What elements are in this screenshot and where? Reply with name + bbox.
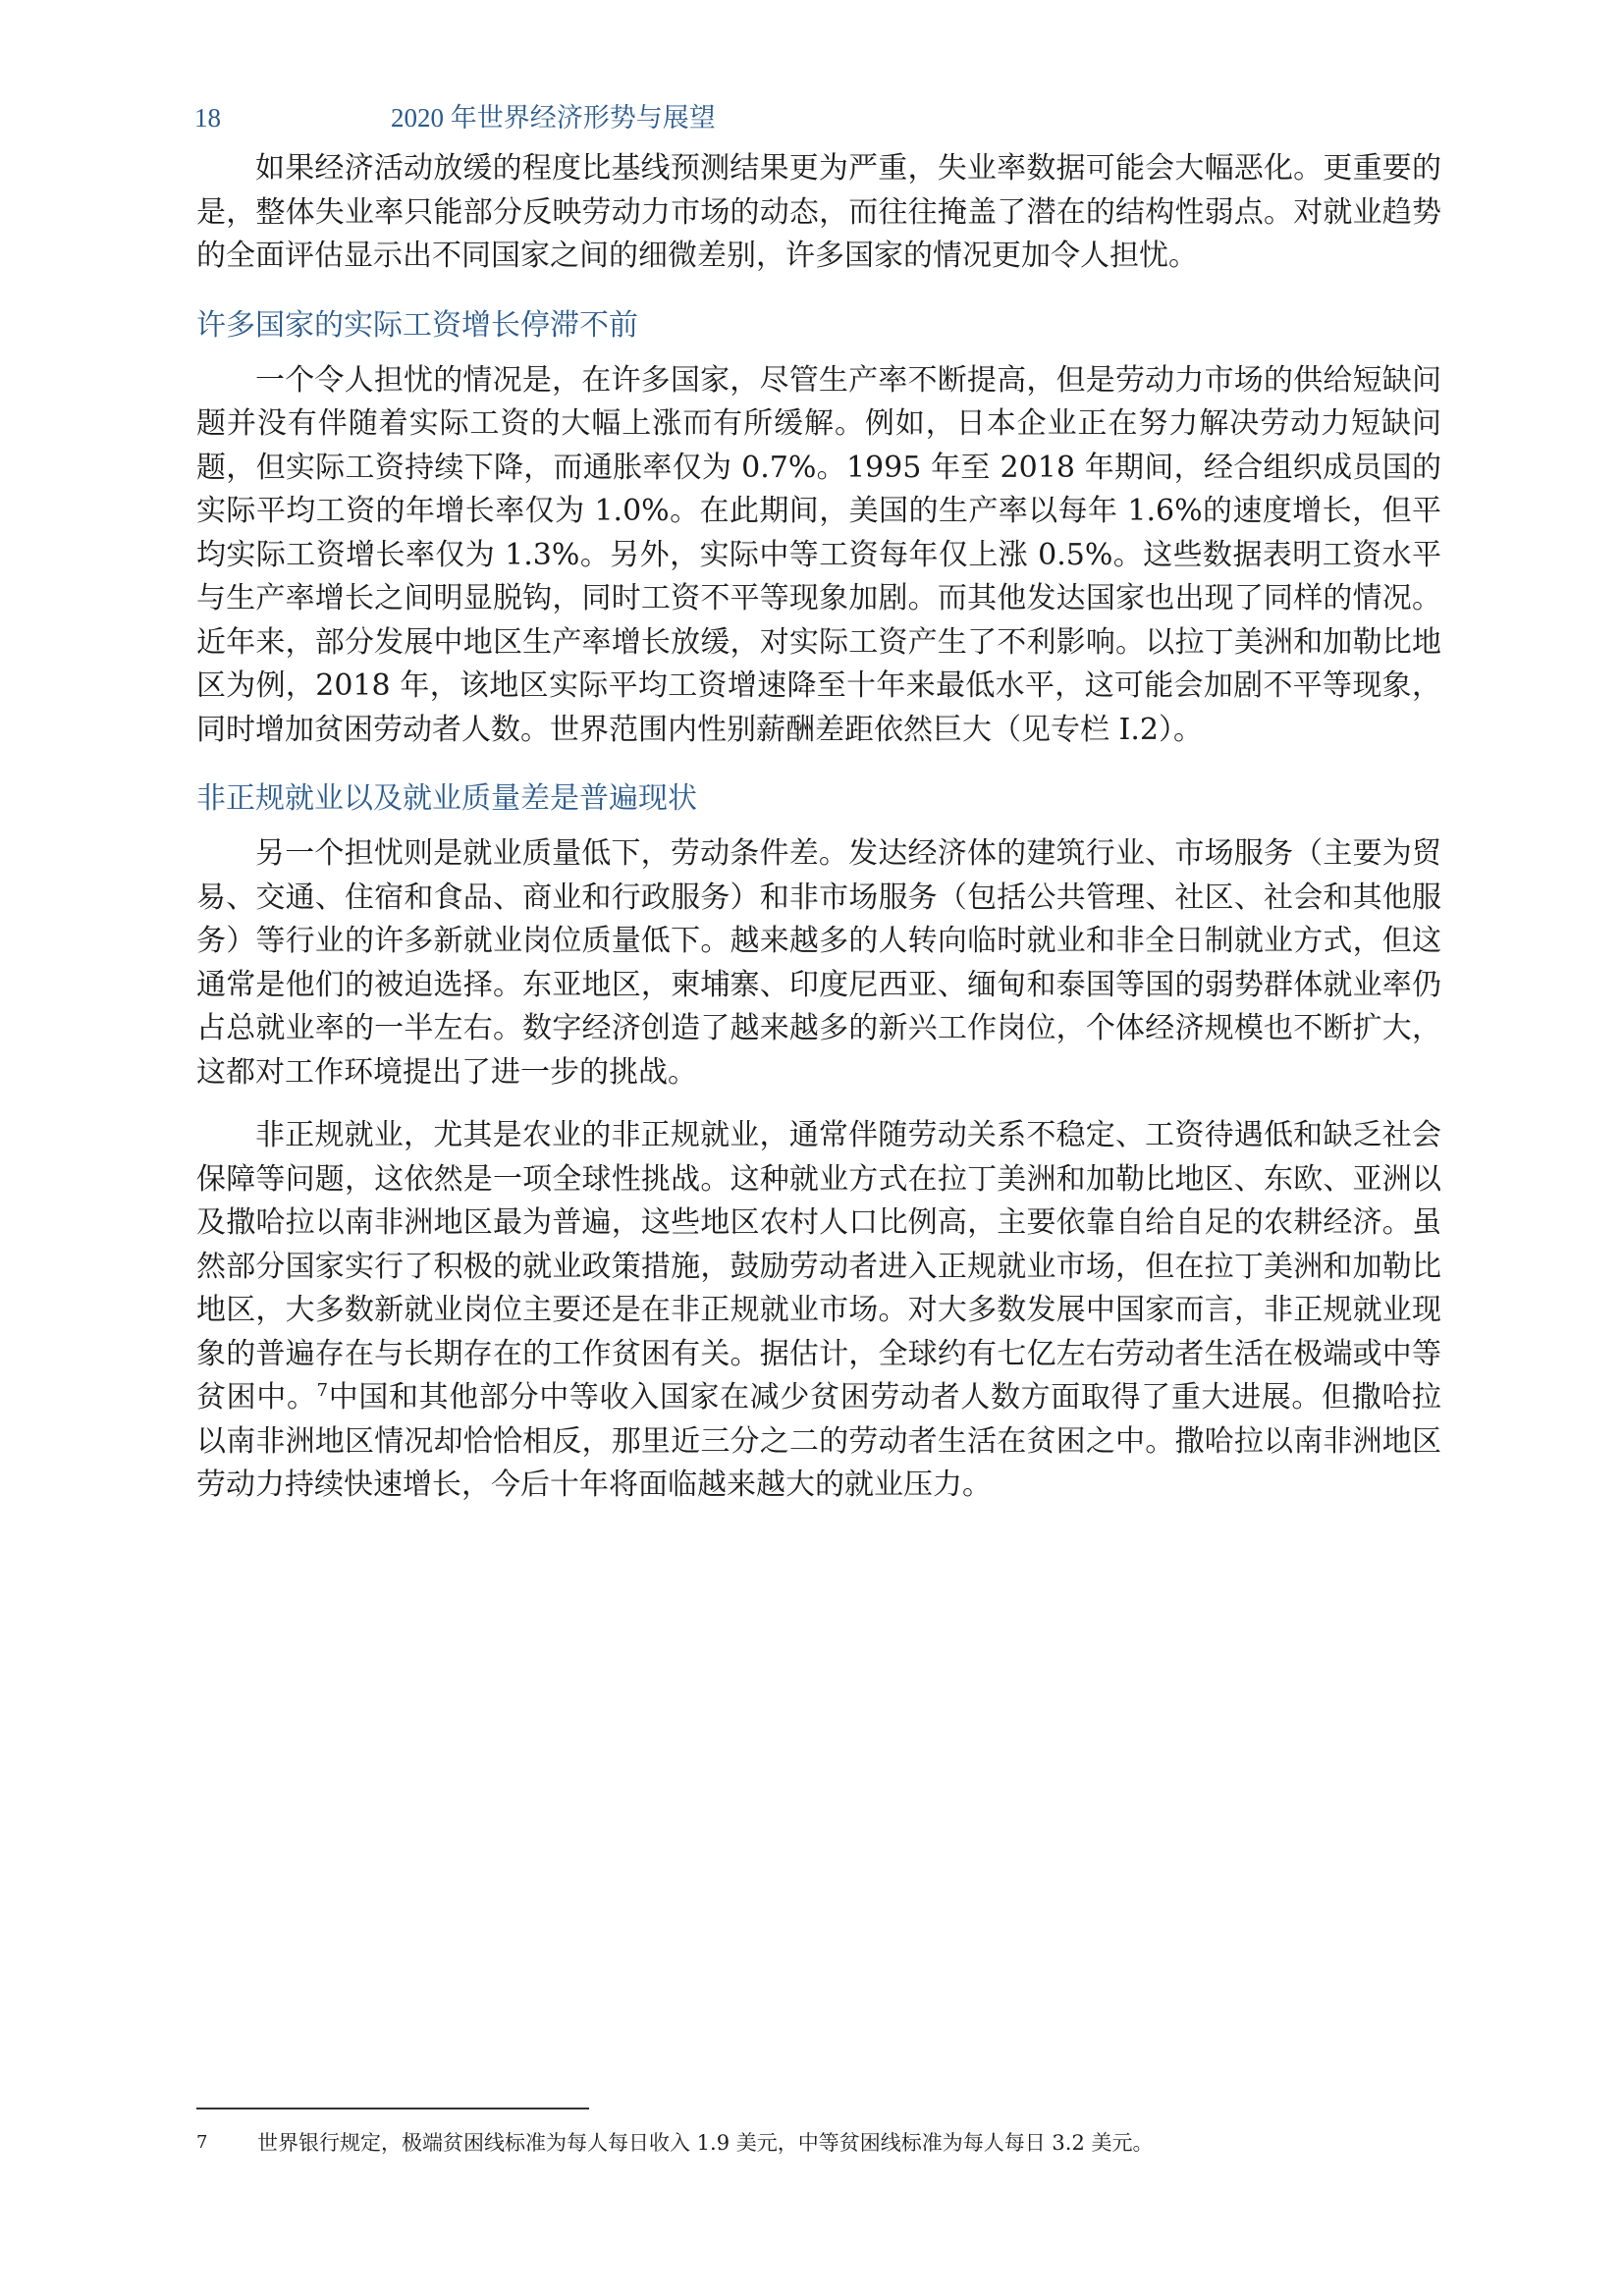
footnote [196,2128,1441,2158]
footnote-number: 7 [196,2132,208,2153]
footnote-text: 世界银行规定，极端贫困线标准为每人每日收入 1.9 美元，中等贫困线标准为每人每日 3.2 美元。 [257,2131,1154,2155]
section-heading-informal-employment: 非正规就业以及就业质量差是普遍现状 [196,781,697,816]
footnote-divider [196,2108,589,2109]
section-heading-real-wages: 许多国家的实际工资增长停滞不前 [196,307,638,343]
job-quality-paragraph: 另一个担忧则是就业质量低下，劳动条件差。发达经济体的建筑行业、市场服务（主要为贸易、交通、住宿和食品、商业和行政服务）和非市场服务（包括公共管理、社区、社会和其他服务）等行业的许多新就业岗位质量低下。越来越多的人转向临时就业和非全日制就业方式，但这通常是他们的被迫选择。东亚地区，柬埔寨、印度尼西亚、缅甸和泰国等国的弱势群体就业率仍占总就业率的一半左右。数字经济创造了越来越多的新兴工作岗位，个体经济规模也不断扩大，这都对工作环境提出了进一步的挑战。 [196,836,1441,1090]
informal-employment-text-a: 非正规就业，尤其是农业的非正规就业，通常伴随劳动关系不稳定、工资待遇低和缺乏社会保障等问题，这依然是一项全球性挑战。这种就业方式在拉丁美洲和加勒比地区、东欧、亚洲以及撒哈拉以南非洲地区最为普遍，这些地区农村人口比例高，主要依靠自给自足的农耕经济。虽然部分国家实行了积极的就业政策措施，鼓励劳动者进入正规就业市场，但在拉丁美洲和加勒比地区，大多数新就业岗位主要还是在非正规就业市场。对大多数发展中国家而言，非正规就业现象的普遍存在与长期存在的工作贫困有关。据估计，全球约有七亿左右劳动者生活在极端或中等贫困中。 [196,1118,1441,1415]
real-wages-paragraph: 一个令人担忧的情况是，在许多国家，尽管生产率不断提高，但是劳动力市场的供给短缺问题并没有伴随着实际工资的大幅上涨而有所缓解。例如，日本企业正在努力解决劳动力短缺问题，但实际工资持续下降，而通胀率仅为 0.7%。1995 年至 2018 年期间，经合组织成员国的实际平均工资的年增长率仅为 1.0%。在此期间，美国的生产率以每年 1.6%的速度增长，但平均实际工资增长率仅为 1.3%。另外，实际中等工资每年仅上涨 0.5%。这些数据表明工资水平与生产率增长之间明显脱钩，同时工资不平等现象加剧。而其他发达国家也出现了同样的情况。近年来，部分发展中地区生产率增长放缓，对实际工资产生了不利影响。以拉丁美洲和加勒比地区为例，2018 年，该地区实际平均工资增速降至十年来最低水平，这可能会加剧不平等现象，同时增加贫困劳动者人数。世界范围内性别薪酬差距依然巨大（见专栏 I.2）。 [196,362,1441,747]
footnote-reference[interactable]: 7 [316,1380,329,1401]
intro-paragraph: 如果经济活动放缓的程度比基线预测结果更为严重，失业率数据可能会大幅恶化。更重要的是，整体失业率只能部分反映劳动力市场的动态，而往往掩盖了潜在的结构性弱点。对就业趋势的全面评估显示出不同国家之间的细微差别，许多国家的情况更加令人担忧。 [196,151,1441,273]
informal-employment-paragraph [196,1114,1441,1508]
page-number: 18 [194,103,221,133]
informal-employment-text-b: 中国和其他部分中等收入国家在减少贫困劳动者人数方面取得了重大进展。但撒哈拉以南非洲地区情况却恰恰相反，那里近三分之二的劳动者生活在贫困之中。撒哈拉以南非洲地区劳动力持续快速增长，今后十年将面临越来越大的就业压力。 [196,1380,1442,1502]
running-header [194,96,716,135]
main-content [196,147,1441,1508]
running-title: 2020 年世界经济形势与展望 [391,103,716,133]
